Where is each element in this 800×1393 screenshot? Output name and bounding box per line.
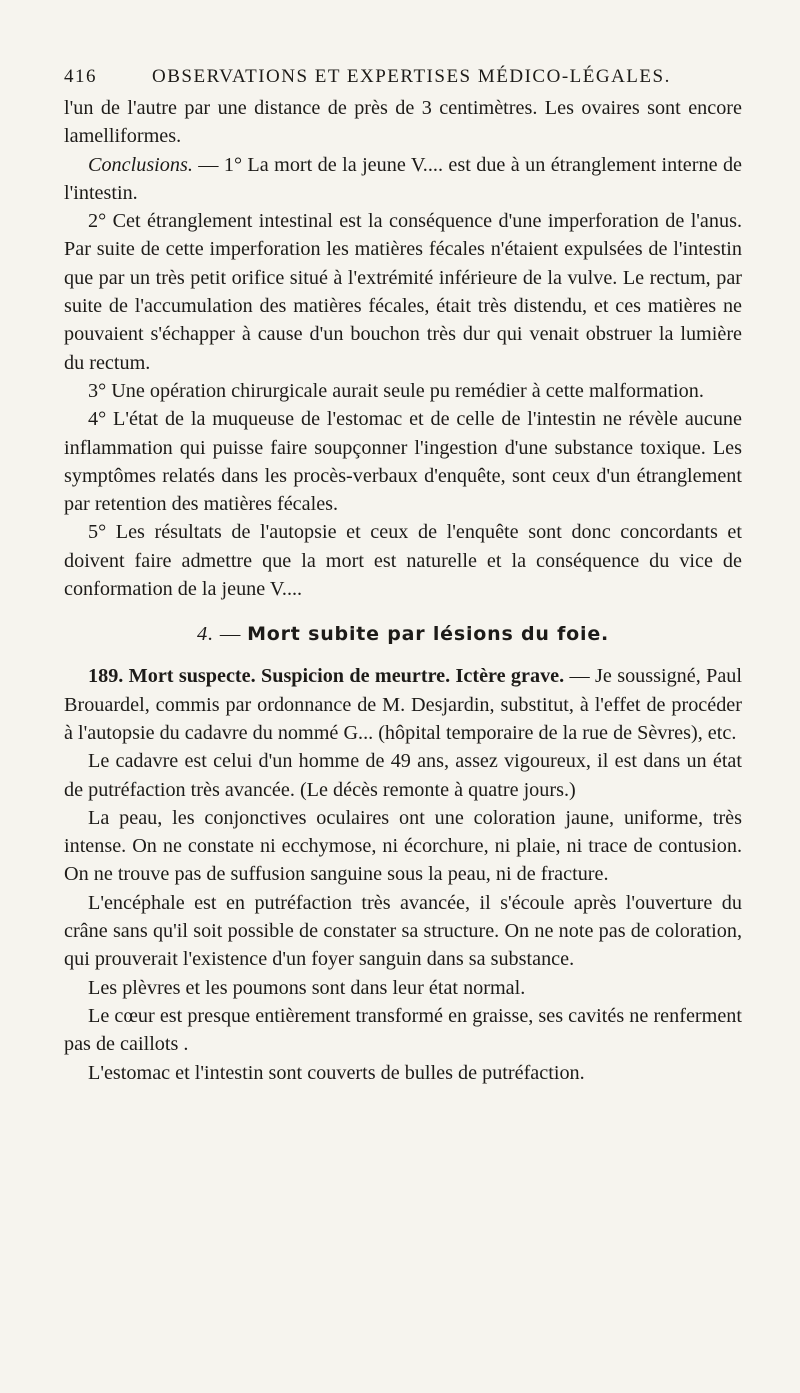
conclusion-item: 2° Cet étranglement intestinal est la conséquence d'une imperforation de l'anus. Par suite de cette imperforation les matières fécales n'étaient expulsées de l'intestin que par un très petit orifice situé à l'extrémité inférieure de la vulve. Le rectum, par suite de l'accumulation des matières fécales, était très distendu, et ces matières ne pouvaient s'échapper à cause d'un bouchon très dur qui venait obstruer la lumière du rectum. xyxy=(64,210,742,374)
running-header xyxy=(64,66,742,88)
running-title: OBSERVATIONS ET EXPERTISES MÉDICO-LÉGALES. xyxy=(152,66,671,87)
paragraph: l'un de l'autre par une distance de près de 3 centimètres. Les ovaires sont encore lamelliformes. xyxy=(64,97,742,148)
case-paragraph: Le cadavre est celui d'un homme de 49 ans, assez vigoureux, il est dans un état de putréfaction très avancée. (Le décès remonte à quatre jours.) xyxy=(64,750,742,801)
case-paragraph: Le cœur est presque entièrement transformé en graisse, ses cavités ne renferment pas de caillots . xyxy=(64,1004,742,1056)
page-number: 416 xyxy=(64,66,97,87)
page-body xyxy=(64,94,742,1087)
conclusions-label: Conclusions. xyxy=(88,153,193,176)
case-paragraph: Les plèvres et les poumons sont dans leur état normal. xyxy=(88,976,526,999)
conclusion-item: — 1° La mort de la jeune V.... est due à un étranglement interne de l'intestin. xyxy=(64,153,742,204)
section-title xyxy=(64,623,742,646)
case-paragraph: La peau, les conjonctives oculaires ont une coloration jaune, uniforme, très intense. On ne constate ni ecchymose, ni écorchure, ni plaie, ni trace de contusion. On ne trouve pas de suffusion sanguine sous la peau, ni de fracture. xyxy=(64,806,742,886)
page xyxy=(64,66,742,1087)
section-dash: — xyxy=(213,623,248,646)
conclusions-paragraph xyxy=(64,151,742,208)
case-paragraph: L'encéphale est en putréfaction très avancée, il s'écoule après l'ouverture du crâne sans qu'il soit possible de constater sa structure. On ne note pas de coloration, qui prouverait l'existence d'un foyer sanguin dans sa substance. xyxy=(64,891,742,971)
conclusion-item: 3° Une opération chirurgicale aurait seule pu remédier à cette malformation. xyxy=(88,379,704,402)
conclusion-item: 5° Les résultats de l'autopsie et ceux de l'enquête sont donc concordants et doivent faire admettre que la mort est naturelle et la conséquence du vice de conformation de la jeune V.... xyxy=(64,521,742,601)
case-intro-paragraph xyxy=(64,662,742,747)
case-paragraph: L'estomac et l'intestin sont couverts de bulles de putréfaction. xyxy=(88,1061,585,1084)
case-intro: — Je soussigné, Paul Brouardel, commis par ordonnance de M. Desjardin, substitut, à l'effet de procéder à l'autopsie du cadavre du nommé G... (hôpital temporaire de la rue de Sèvres), etc. xyxy=(64,665,743,744)
case-heading: 189. Mort suspecte. Suspicion de meurtre. Ictère grave. xyxy=(88,665,565,688)
conclusion-item: 4° L'état de la muqueuse de l'estomac et de celle de l'intestin ne révèle aucune inflammation qui puisse faire soupçonner l'ingestion d'une substance toxique. Les symptômes relatés dans les procès-verbaux d'enquête, sont ceux d'un étranglement par retention des matières fécales. xyxy=(64,408,742,516)
section-heading: Mort subite par lésions du foie. xyxy=(247,623,610,646)
section-number: 4. xyxy=(196,623,214,646)
